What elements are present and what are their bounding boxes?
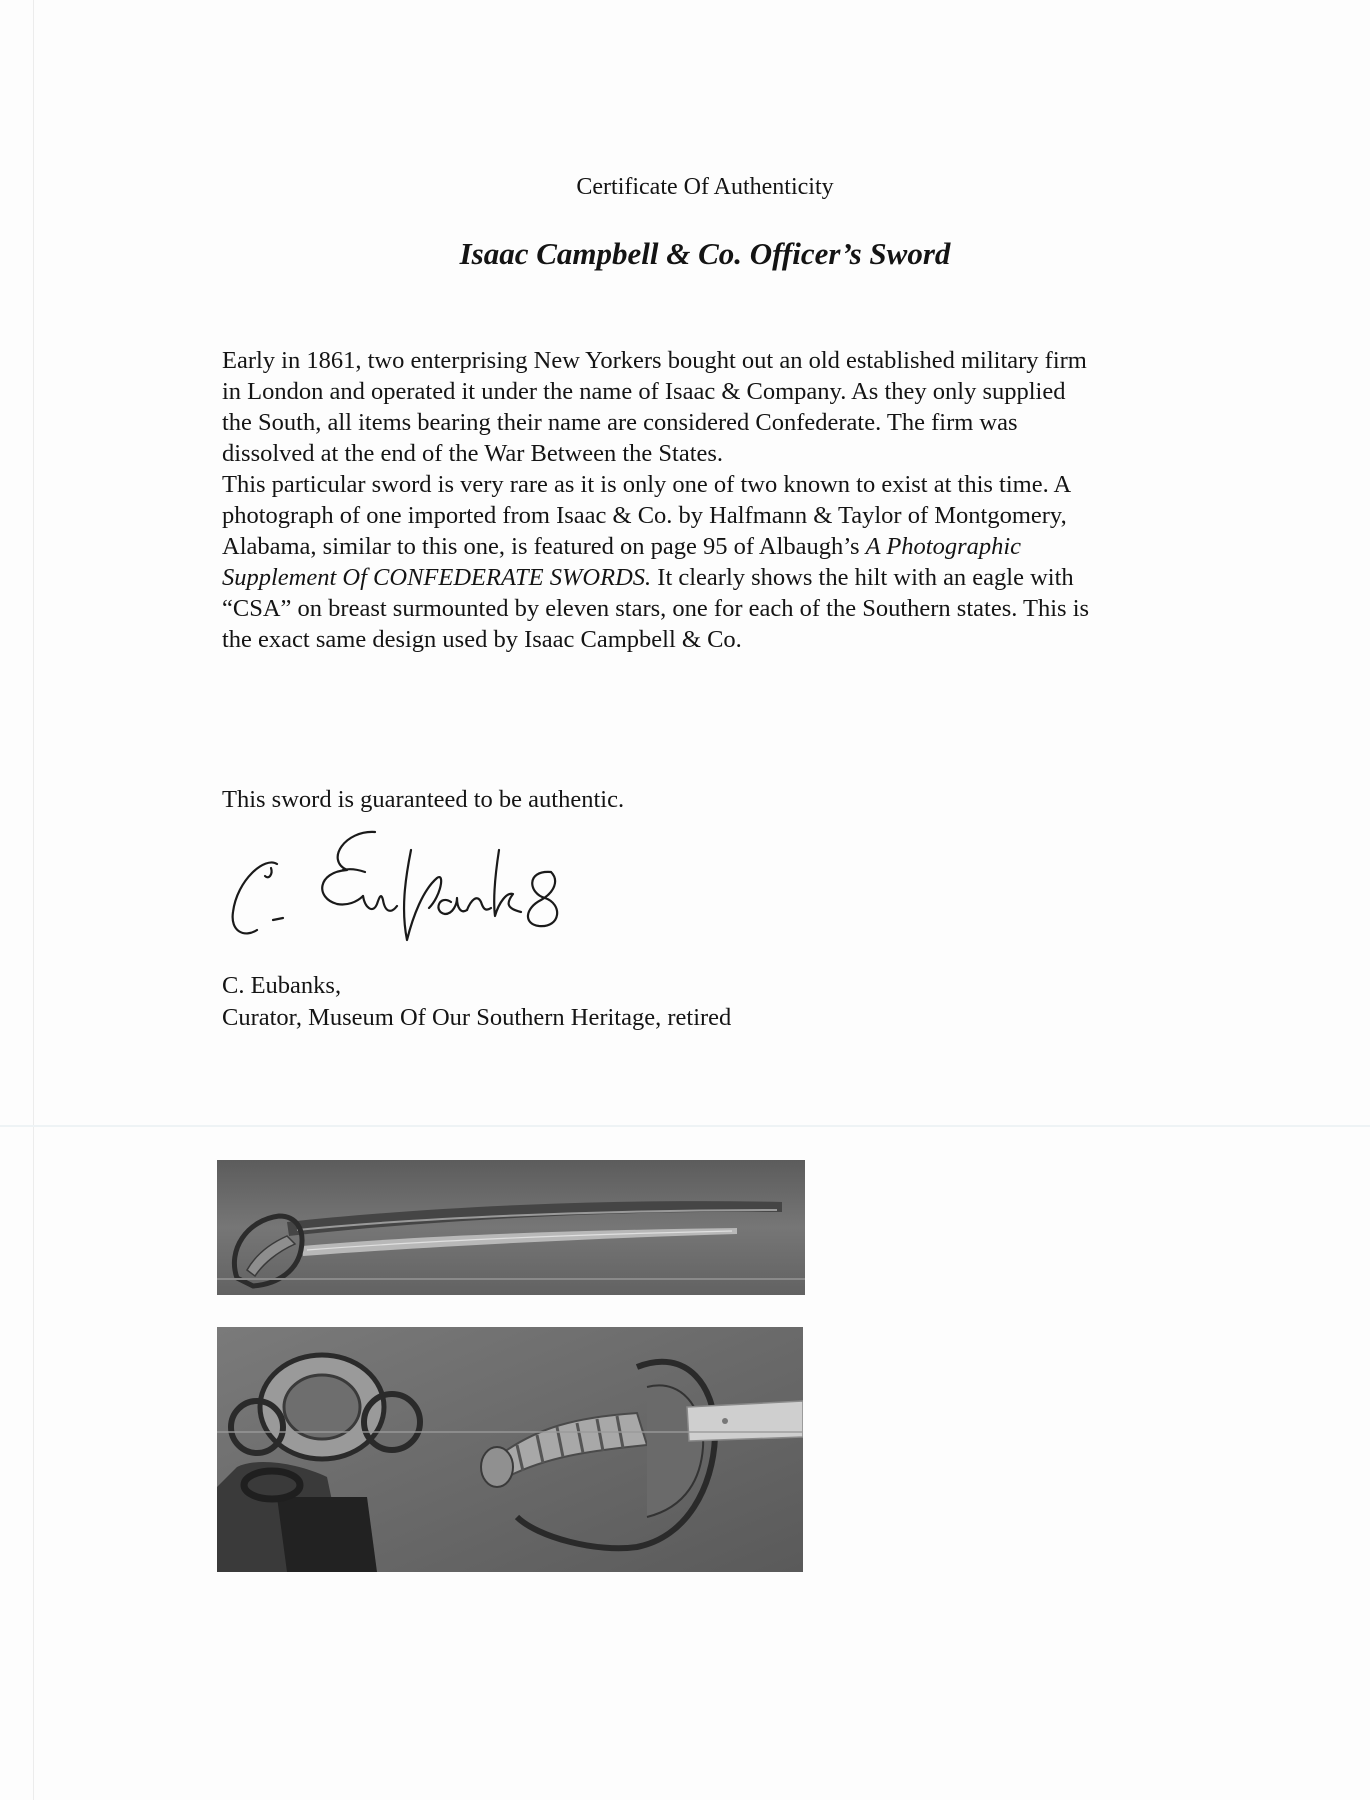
text-line: photograph of one imported from Isaac & Co. by Halfmann & Taylor of Montgomery, <box>222 502 1067 529</box>
text-line: This particular sword is very rare as it is only one of two known to exist at this time. A <box>222 471 1072 498</box>
certificate-heading: Certificate Of Authenticity <box>576 174 834 200</box>
sword-title: Isaac Campbell & Co. Officer’s Sword <box>459 236 951 271</box>
sword-photo <box>217 1160 805 1295</box>
signer-name: C. Eubanks, <box>222 972 342 999</box>
text-plain: Alabama, similar to this one, is featured on page 95 of Albaugh’s <box>222 533 866 560</box>
paragraph-history <box>222 345 1212 469</box>
text-line: “CSA” on breast surmounted by eleven stars, one for each of the Southern states. This is <box>222 595 1090 622</box>
book-title: Supplement Of CONFEDERATE SWORDS. <box>222 564 652 591</box>
text-line: Early in 1861, two enterprising New Yorkers bought out an old established military firm <box>222 347 1087 374</box>
certificate-body <box>222 345 1212 655</box>
guarantee-statement: This sword is guaranteed to be authentic. <box>222 786 625 813</box>
hilt-closeup-photo <box>217 1327 803 1572</box>
book-title: A Photographic <box>865 533 1022 560</box>
text-line <box>222 531 1212 562</box>
paragraph-rarity <box>222 469 1212 655</box>
sword-photo-image <box>217 1160 805 1295</box>
text-line <box>222 562 1212 593</box>
scan-divider <box>0 1125 1370 1127</box>
text-line: the South, all items bearing their name are considered Confederate. The firm was <box>222 409 1018 436</box>
text-line: the exact same design used by Isaac Campbell & Co. <box>222 626 742 653</box>
text-line: in London and operated it under the name of Isaac & Company. As they only supplied <box>222 378 1066 405</box>
text-line: dissolved at the end of the War Between the States. <box>222 440 724 467</box>
hilt-closeup-image <box>217 1327 803 1572</box>
signer-title: Curator, Museum Of Our Southern Heritage, retired <box>222 1004 732 1031</box>
text-plain: It clearly shows the hilt with an eagle with <box>651 564 1074 591</box>
handwritten-signature <box>225 820 605 960</box>
